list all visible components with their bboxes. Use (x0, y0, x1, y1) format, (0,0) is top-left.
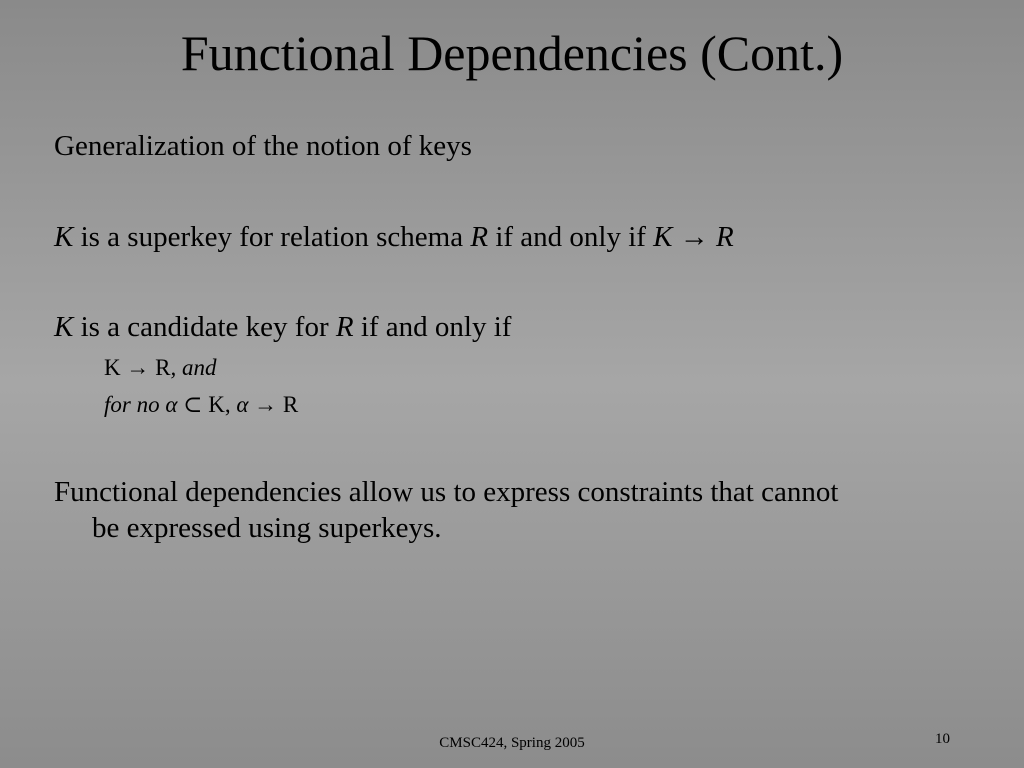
candidate-text-2: if and only if (353, 311, 512, 343)
superkey-bullet (54, 219, 734, 255)
r-symbol: R (335, 311, 354, 343)
superkey-text-1: is a superkey for relation schema (73, 221, 471, 253)
condition-2 (104, 391, 298, 419)
page-number: 10 (935, 731, 950, 747)
condition-1-expr: K → R (104, 355, 171, 380)
arrow-symbol: → (672, 221, 717, 253)
condition-1 (104, 354, 216, 382)
k-symbol: K, (208, 392, 237, 417)
k-symbol: K (54, 311, 74, 343)
subset-symbol: ⊂ (177, 392, 209, 417)
slide-footer: CMSC424, Spring 2005 (439, 735, 585, 751)
for-no-text: for no (104, 392, 166, 417)
r-symbol: R (470, 221, 489, 253)
arrow-symbol: → (248, 392, 283, 417)
alpha-symbol: α (165, 392, 178, 417)
superkey-text-2: if and only if (488, 221, 654, 253)
condition-1-and: , and (170, 355, 217, 380)
fd-bullet-line-2: be expressed using superkeys. (92, 512, 442, 544)
k-symbol: K (653, 221, 673, 253)
alpha-symbol: α (236, 392, 249, 417)
slide-title: Functional Dependencies (Cont.) (180, 25, 844, 81)
candidate-text-1: is a candidate key for (73, 311, 336, 343)
k-symbol: K (54, 221, 74, 253)
candidate-key-bullet (54, 309, 511, 345)
fd-bullet-line-1: Functional dependencies allow us to express constraints that cannot (54, 476, 839, 508)
r-symbol: R (282, 392, 299, 417)
intro-bullet: Generalization of the notion of keys (54, 130, 472, 162)
r-symbol: R (716, 221, 734, 253)
